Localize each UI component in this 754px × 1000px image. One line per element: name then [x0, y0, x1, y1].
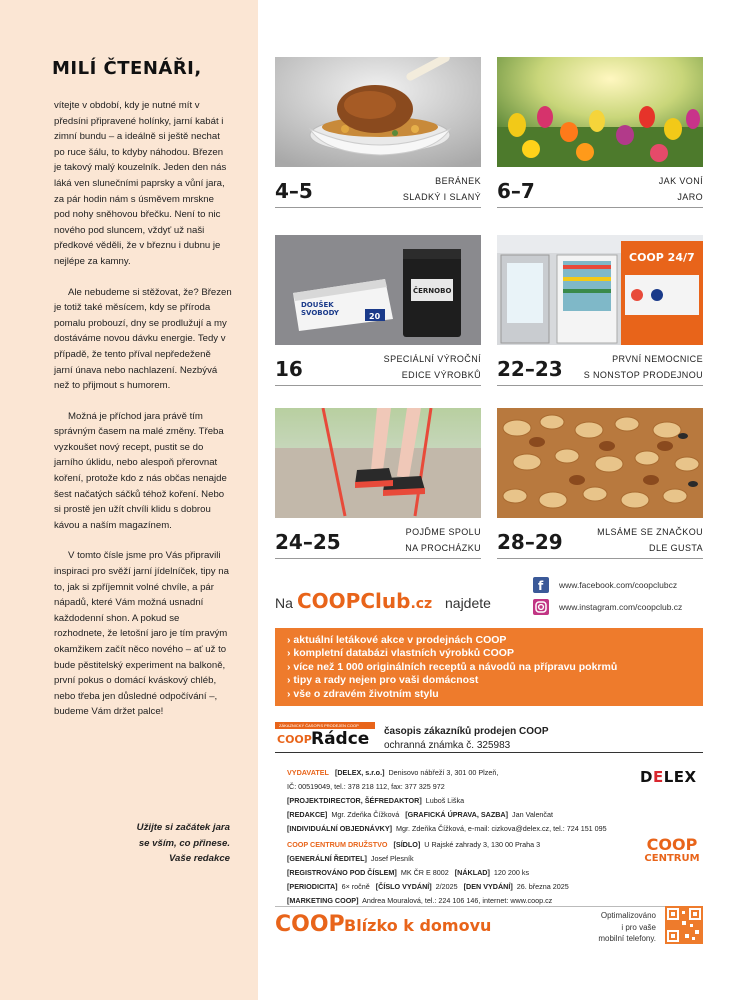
store-sign: COOP 24/7 — [629, 251, 695, 264]
imprint-label: [DEN VYDÁNÍ] — [463, 882, 513, 891]
imprint-label: [GENERÁLNÍ ŘEDITEL] — [287, 854, 367, 863]
tile-caption-line: POJĎME SPOLU — [405, 527, 481, 537]
delex-logo-d: D — [640, 768, 653, 786]
svg-text:f: f — [538, 579, 544, 593]
imprint-value: MK ČR E 8002 — [400, 868, 449, 877]
tile-divider — [275, 558, 481, 559]
contents-tile-nuts[interactable] — [497, 408, 703, 560]
tile-caption-line: DLE GUSTA — [649, 543, 703, 553]
imprint-periodicity — [287, 880, 617, 894]
imprint-label: [GRAFICKÁ ÚPRAVA, SAZBA] — [405, 810, 508, 819]
tile-caption — [361, 524, 481, 556]
imprint-label: [SÍDLO] — [393, 840, 421, 849]
club-logo-club: Club — [360, 589, 411, 613]
imprint-value: 26. března 2025 — [516, 882, 569, 891]
contents-tile-products[interactable] — [275, 235, 481, 387]
flowers-photo — [497, 57, 703, 167]
imprint-value: Andrea Mouralová, tel.: 224 106 146, internet: www.coop.cz — [362, 896, 553, 905]
imprint-value: Mgr. Zdeňka Čížková, e-mail: cizkova@delex.cz, tel.: 724 151 095 — [396, 824, 607, 833]
imprint-project — [287, 794, 617, 808]
tile-page-number: 24–25 — [275, 530, 341, 554]
feature-item: › vše o zdravém životním stylu — [287, 688, 617, 701]
imprint-label: [REDAKCE] — [287, 810, 328, 819]
imprint-label: [INDIVIDUÁLNÍ OBJEDNÁVKY] — [287, 824, 393, 833]
tile-divider — [497, 385, 703, 386]
imprint-publisher-name: [DELEX, s.r.o.] — [334, 768, 385, 777]
radce-topbar: ZÁKAZNICKÝ ČASOPIS PRODEJEN COOP — [275, 722, 375, 729]
coop-footer-logo: COOP — [275, 912, 345, 937]
imprint-editor — [287, 808, 617, 822]
footer-slogan: Blízko k domovu — [344, 916, 492, 935]
signoff-line: se vším, co přinese. — [138, 837, 230, 849]
coop-club-logo[interactable] — [297, 589, 432, 613]
signoff-line: Užijte si začátek jara — [136, 822, 230, 833]
masthead-divider — [275, 752, 703, 753]
editorial-paragraph: vítejte v období, kdy je nutné mít v předsíni připravené holínky, jarní kabát i zimní bundu – a ideálně si ještě nechat po ruce šálu, to kdyby náhodou. Březen je takový malý kouzelník. Jeden den nás láká ven slunečními paprsky a vůní jara, za pár hodin nám s úsměvem mrskne pod nohy sněhovou břečku. Není to nic nového pod sluncem, vždyť už naši předkové věděli, že v březnu i dubnu je nejlépe za kamny. — [54, 100, 227, 267]
imprint-label: [REGISTROVÁNO POD ČÍSLEM] — [287, 868, 397, 877]
facebook-url: www.facebook.com/coopclubcz — [559, 580, 678, 590]
editorial-paragraph: Ale nebudeme si stěžovat, že? Březen je totiž také měsícem, kdy se příroda pomalu probouzí, dny se prodlužují a my dostáváme novou dávku energie. Tedy v případě, že tento příval nepředeženě jarní únava nebo nachlazení. Nezbývá než to přijmout s humorem. — [54, 286, 232, 392]
imprint-divider — [275, 906, 703, 907]
tile-caption — [583, 173, 703, 205]
products-photo — [275, 235, 481, 345]
imprint-director — [287, 852, 617, 866]
tile-caption-line: SPECIÁLNÍ VÝROČNÍ — [383, 354, 481, 364]
feature-item: › více než 1 000 originálních receptů a návodů na přípravu pokrmů — [287, 661, 617, 674]
tile-page-number: 28–29 — [497, 530, 563, 554]
tile-caption-line: MLSÁME SE ZNAČKOU — [597, 527, 703, 537]
club-features-box — [275, 628, 703, 706]
imprint-label: [ČÍSLO VYDÁNÍ] — [375, 882, 432, 891]
store-photo — [497, 235, 703, 345]
imprint-value: Jan Valenčat — [512, 810, 554, 819]
walking-photo — [275, 408, 481, 518]
feature-item: › kompletní databázi vlastních výrobků COOP — [287, 647, 617, 660]
tile-divider — [497, 558, 703, 559]
mobile-note-line: Optimalizováno — [600, 911, 656, 920]
tile-divider — [497, 207, 703, 208]
mobile-note-line: mobilní telefony. — [598, 934, 656, 943]
imprint-label: [PERIODICITA] — [287, 882, 338, 891]
imprint-label: [NÁKLAD] — [454, 868, 490, 877]
editorial-signoff — [92, 820, 230, 867]
trademark-number: ochranná známka č. 325983 — [384, 740, 511, 751]
tile-caption-line: JARO — [677, 192, 703, 202]
coop-centrum-logo-bottom: CENTRUM — [644, 853, 700, 864]
imprint-orders — [287, 822, 707, 836]
contents-tile-lamb[interactable] — [275, 57, 481, 209]
tile-caption-line: NA PROCHÁZKU — [405, 543, 481, 553]
contents-tile-spring[interactable] — [497, 57, 703, 209]
radce-logo-name: Rádce — [311, 729, 370, 749]
imprint-publisher-ids: IČ: 00519049, tel.: 378 218 112, fax: 377 325 972 — [287, 782, 445, 791]
tile-caption-line: JAK VONÍ — [658, 176, 703, 186]
imprint-value: Mgr. Zdeňka Čížková — [331, 810, 400, 819]
radce-logo — [275, 722, 375, 750]
club-features-list — [287, 634, 617, 701]
coop-centrum-logo — [640, 835, 704, 866]
tile-caption-line: BERÁNEK — [435, 176, 481, 186]
tile-caption — [361, 173, 481, 205]
package-label-3: ČERNOBO — [413, 287, 452, 295]
feature-item: › aktuální letákové akce v prodejnách COOP — [287, 634, 617, 647]
club-logo-coop: COOP — [297, 589, 361, 613]
editorial-paragraph: Možná je příchod jara právě tím správným časem na malé změny. Třeba vyzkoušet nový recept, pustit se do jarního úklidu, nebo alespoň přerovnat koření, protože kdo z nás občas nenajde šest načatých sáčků téhož koření. Nebo si prostě jen užít chvíli klidu s dobrou kávou a naším magazínem. — [54, 410, 227, 531]
tile-page-number: 4–5 — [275, 179, 313, 203]
club-suffix: najdete — [445, 595, 491, 611]
tile-caption — [583, 524, 703, 556]
tile-caption — [361, 351, 481, 383]
club-prefix: Na — [275, 595, 293, 611]
imprint-coop — [287, 838, 617, 852]
coop-centrum-logo-top: COOP — [646, 835, 698, 854]
club-logo-tld: .cz — [410, 596, 433, 612]
signoff-line: Vaše redakce — [169, 853, 230, 865]
imprint-value: U Rajské zahrady 3, 130 00 Praha 3 — [424, 840, 541, 849]
imprint-value: 6× ročně — [341, 882, 370, 891]
coop-club-row — [275, 579, 705, 625]
delex-logo-e: E — [652, 768, 664, 786]
package-label-1: DOUŠEK — [301, 301, 334, 309]
tile-page-number: 16 — [275, 357, 303, 381]
tile-caption-line: PRVNÍ NEMOCNICE — [612, 354, 703, 364]
editorial-body — [54, 98, 232, 735]
instagram-icon — [533, 599, 549, 615]
instagram-url: www.instagram.com/coopclub.cz — [559, 602, 683, 612]
delex-logo-rest: LEX — [663, 768, 697, 786]
editorial-paragraph: V tomto čísle jsme pro Vás připravili inspiraci pro svěží jarní jídelníček, tipy na to, jak si zpříjemnit volné chvíle, a pár nápadů, které Vám možná usnadní každodenní shon. A pokud se rozhodnete, že letošní jaro je tím pravým okamžikem začít něco nového – ať už to bude pěstitelský experiment na balkoně, první pokus o domácí kváskový chléb, nebo třeba jen důsledné odpočívání –, budeme Vám držet palce! — [54, 550, 229, 718]
feature-item: › tipy a rady nejen pro vaši domácnost — [287, 674, 617, 687]
imprint-label: VYDAVATEL — [287, 768, 329, 777]
contents-tile-hospital[interactable] — [497, 235, 703, 387]
lamb-photo — [275, 57, 481, 167]
tile-caption-line: S NONSTOP PRODEJNOU — [583, 370, 703, 380]
imprint-label: COOP CENTRUM DRUŽSTVO — [287, 840, 388, 849]
radce-logo-coop: COOP — [277, 733, 312, 746]
tile-caption — [583, 351, 703, 383]
magazine-description: časopis zákazníků prodejen COOP — [384, 726, 549, 737]
contents-tile-walking[interactable] — [275, 408, 481, 560]
tile-page-number: 22–23 — [497, 357, 563, 381]
imprint-value: 2/2025 — [435, 882, 458, 891]
imprint-label: [PROJEKTDIRECTOR, ŠÉFREDAKTOR] — [287, 796, 422, 805]
tile-divider — [275, 385, 481, 386]
package-number: 20 — [369, 312, 381, 321]
mobile-note-line: i pro vaše — [621, 922, 656, 932]
qr-code-icon[interactable] — [665, 906, 703, 944]
editorial-title: MILÍ ČTENÁŘI, — [52, 58, 202, 79]
facebook-icon — [533, 577, 549, 593]
package-label-2: SVOBODY — [301, 309, 339, 317]
imprint-registration — [287, 866, 617, 880]
tile-caption-line: SLADKÝ I SLANÝ — [402, 192, 481, 202]
tile-caption-line: EDICE VÝROBKŮ — [401, 370, 481, 380]
mobile-optimized-note — [570, 910, 656, 945]
imprint-value: Luboš Liška — [425, 796, 465, 805]
tile-divider — [275, 207, 481, 208]
nuts-photo — [497, 408, 703, 518]
imprint-publisher-address: Denisovo nábřeží 3, 301 00 Plzeň, — [388, 768, 499, 777]
imprint-value: Josef Plesník — [370, 854, 414, 863]
imprint-label: [MARKETING COOP] — [287, 896, 359, 905]
delex-logo — [640, 768, 704, 790]
imprint-value: 120 200 ks — [493, 868, 530, 877]
tile-page-number: 6–7 — [497, 179, 535, 203]
imprint-publisher — [287, 766, 617, 780]
